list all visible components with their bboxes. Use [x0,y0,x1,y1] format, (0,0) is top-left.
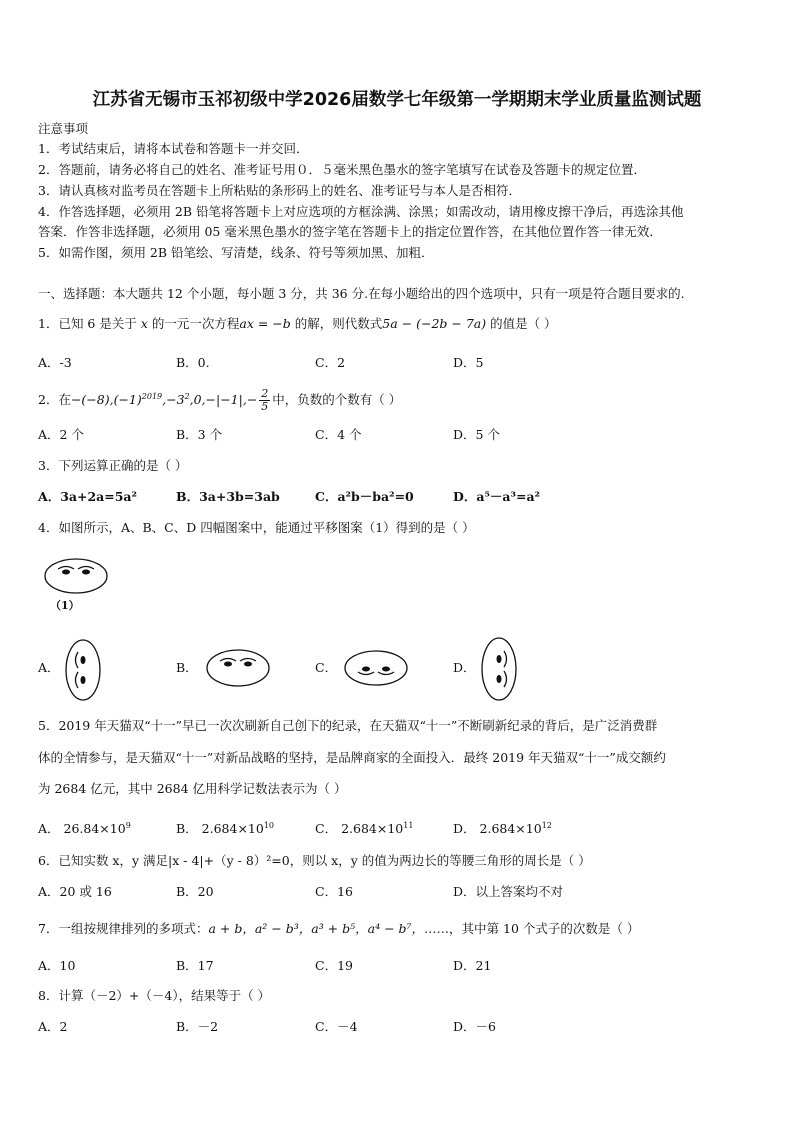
q4-option-b[interactable]: B． [176,660,198,675]
figure-label: （1） [50,599,80,612]
notice-heading: 注意事项 [38,121,89,136]
notice-item: 2．答题前，请务必将自己的姓名、准考证号用０．５毫米黑色墨水的签字笔填写在试卷及答题卡的规定位置． [38,162,646,177]
q7-option-b[interactable]: B．17 [176,958,214,973]
q4-option-c[interactable]: C． [315,660,338,675]
q7-option-d[interactable]: D．21 [453,958,492,973]
question-6: 6．已知实数 x，y 满足|x - 4|+（y - 8）²=0，则以 x，y 的值为两边长的等腰三角形的周长是（ ） [38,853,591,868]
q8-option-a[interactable]: A．2 [38,1019,68,1034]
q7-option-c[interactable]: C．19 [315,958,353,973]
face-option-c[interactable] [344,650,410,690]
q3-option-c[interactable]: C．a²b－ba²=0 [315,489,414,504]
face-option-a[interactable] [64,639,104,703]
fraction: $\frac{2}{5}$ [261,387,269,414]
notice-item: 5．如需作图，须用 2B 铅笔绘、写清楚，线条、符号等须加黑、加粗． [38,245,434,260]
question-5-line: 5．2019 年天猫双“十一”早已一次次刷新自己创下的纪录，在天猫双“十一”不断刷新纪录的背后，是广泛消费群 [38,718,658,733]
question-5-line: 体的全情参与，是天猫双“十一”对新品战略的坚持，是品牌商家的全面投入．最终 2019 年天猫双“十一”成交额约 [38,750,666,765]
q3-option-d[interactable]: D．a⁵－a³=a² [453,489,541,504]
q2-option-a[interactable]: A．2 个 [38,427,84,442]
question-4: 4．如图所示，A、B、C、D 四幅图案中，能通过平移图案（1）得到的是（ ） [38,520,475,535]
question-8: 8．计算（－2）+（－4），结果等于（ ） [38,988,271,1003]
section-heading: 一、选择题：本大题共 12 个小题，每小题 3 分，共 36 分.在每小题给出的四个选项中，只有一项是符合题目要求的. [38,286,685,301]
q8-option-b[interactable]: B．－2 [176,1019,219,1034]
notice-item: 4．作答选择题，必须用 2B 铅笔将答题卡上对应选项的方框涂满、涂黑；如需改动，请用橡皮擦干净后，再选涂其他 [38,204,684,219]
q4-option-a[interactable]: A． [38,660,60,675]
q5-option-b[interactable]: B． $2.684\times 10^{10}$ [176,821,275,837]
q2-option-d[interactable]: D．5 个 [453,427,500,442]
q8-option-d[interactable]: D．－6 [453,1019,496,1034]
page-title: 江苏省无锡市玉祁初级中学2026届数学七年级第一学期期末学业质量监测试题 [92,90,702,110]
q3-option-a[interactable]: A．3a+2a=5a² [38,489,138,504]
face-option-d[interactable] [480,637,520,703]
q1-option-b[interactable]: B．0. [176,355,210,370]
q2-option-b[interactable]: B．3 个 [176,427,223,442]
face-figure-1 [44,558,110,598]
notice-item: 答案．作答非选择题，必须用 05 毫米黑色墨水的签字笔在答题卡上的指定位置作答，在其他位置作答一律无效． [38,224,662,239]
question-3: 3．下列运算正确的是（ ） [38,458,188,473]
q6-option-a[interactable]: A．20 或 16 [38,884,112,899]
question-5-line: 为 2684 亿元，其中 2684 亿用科学记数法表示为（ ） [38,781,347,796]
q4-option-d[interactable]: D． [453,660,476,675]
q1-option-a[interactable]: A．-3 [38,355,72,370]
q1-option-c[interactable]: C．2 [315,355,346,370]
q2-option-c[interactable]: C．4 个 [315,427,362,442]
notice-item: 3．请认真核对监考员在答题卡上所粘贴的条形码上的姓名、准考证号与本人是否相符． [38,183,521,198]
q6-option-b[interactable]: B．20 [176,884,214,899]
q5-option-c[interactable]: C． $2.684\times 10^{11}$ [315,821,414,837]
question-7: 7．一组按规律排列的多项式：a + b，a² − b³，a³ + b⁵，a⁴ − b⁷，……，其中第 10 个式子的次数是（ ） [38,921,640,936]
q5-option-a[interactable]: A． $26.84\times 10^9$ [38,821,131,837]
q6-option-c[interactable]: C．16 [315,884,353,899]
notice-item: 1．考试结束后，请将本试卷和答题卡一并交回． [38,141,309,156]
q1-option-d[interactable]: D．5 [453,355,484,370]
q7-option-a[interactable]: A．10 [38,958,76,973]
q8-option-c[interactable]: C．－4 [315,1019,358,1034]
q6-option-d[interactable]: D．以上答案均不对 [453,884,564,899]
q3-option-b[interactable]: B．3a+3b=3ab [176,489,280,504]
question-2: 2．在$-(-8),(-1)^{2019},-3^2,0,-|-1|,-$ $\frac{2}{5}$ 中，负数的个数有（ ） [38,387,402,414]
face-option-b[interactable] [206,648,272,688]
question-1: 1．已知 6 是关于 x 的一元一次方程ax = −b 的解，则代数式5a − (−2b − 7a) 的值是（ ） [38,316,557,331]
q5-option-d[interactable]: D． $2.684\times 10^{12}$ [453,821,552,837]
